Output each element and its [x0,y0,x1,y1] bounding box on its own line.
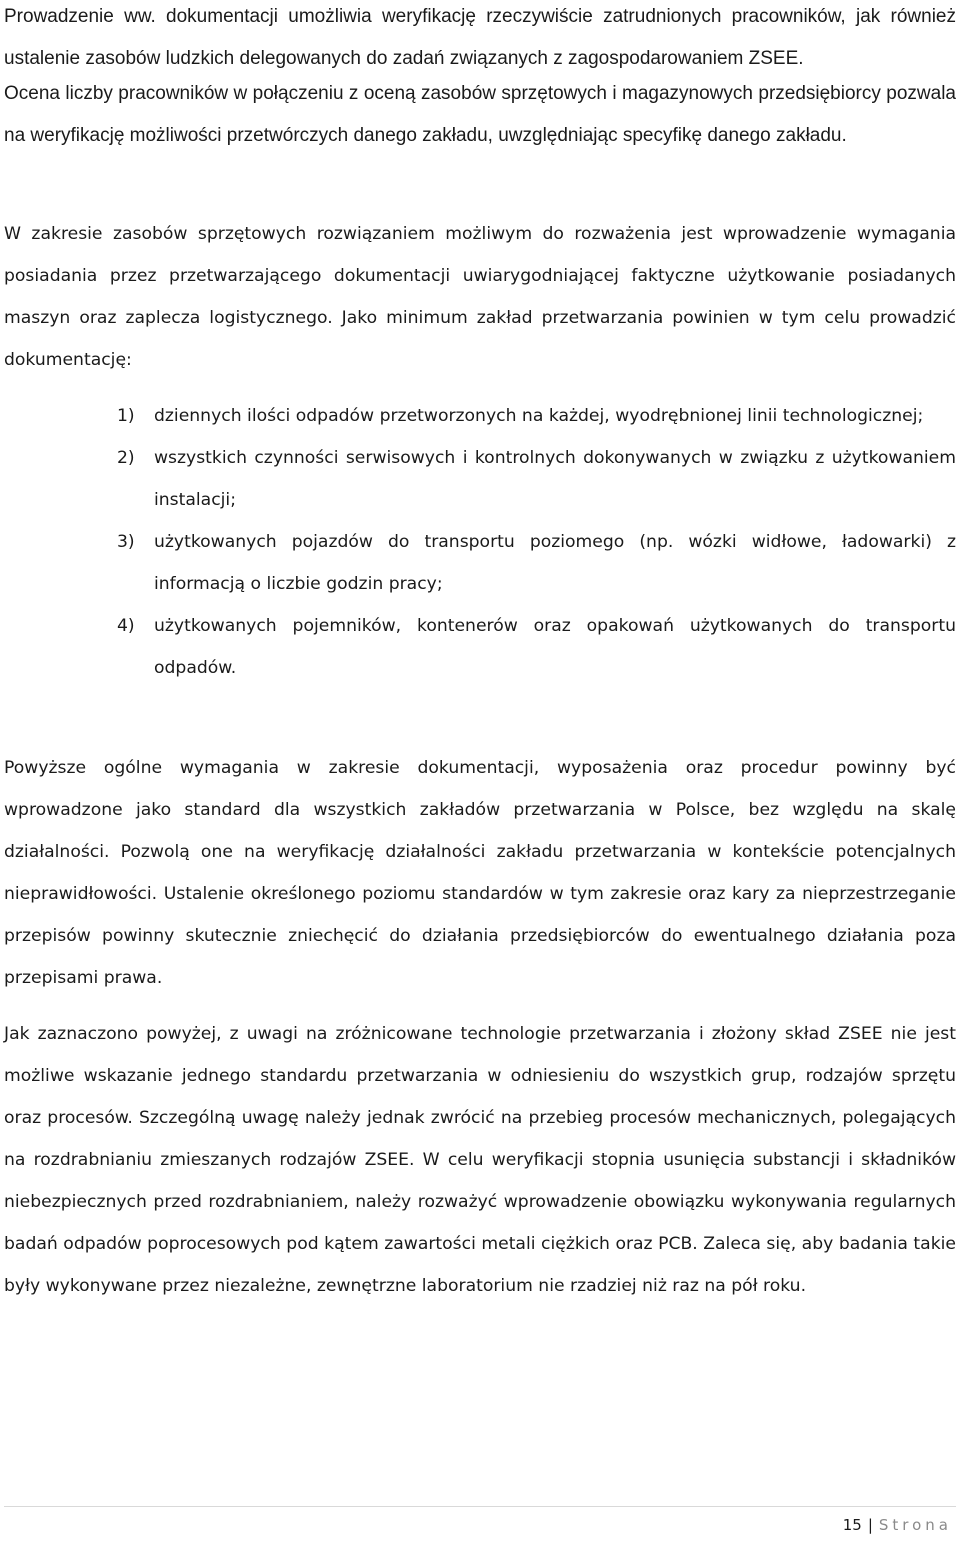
list-item-number: 4) [117,616,135,636]
page-number: 15 [842,1516,862,1534]
paragraph-equipment-resources: W zakresie zasobów sprzętowych rozwiązaniem możliwym do rozważenia jest wprowadzenie wymagania posiadania przez przetwarzającego dokumentacji uwiarygodniającej faktyczne użytkowanie posiadanych maszyn oraz zaplecza logistycznego. Jako minimum zakład przetwarzania powinien w tym celu prowadzić dokumentację: [4,224,956,370]
list-item-text: dziennych ilości odpadów przetworzonych na każdej, wyodrębnionej linii technologicznej; [154,406,924,426]
footer-separator: | [867,1516,873,1534]
paragraph-documentation-verification: Prowadzenie ww. dokumentacji umożliwia weryfikację rzeczywiście zatrudnionych pracowników, jak również ustalenie zasobów ludzkich delegowanych do zadań związanych z zagospodarowaniem ZSEE. [4,6,956,69]
list-item-text: wszystkich czynności serwisowych i kontrolnych dokonywanych w związku z użytkowaniem instalacji; [154,448,956,510]
list-item [4,437,956,521]
paragraph-processing-standards: Jak zaznaczono powyżej, z uwagi na zróżnicowane technologie przetwarzania i złożony skład ZSEE nie jest możliwe wskazanie jednego standardu przetwarzania w odniesieniu do wszystkich grup, rodzajów sprzętu oraz procesów. Szczególną uwagę należy jednak zwrócić na przebieg procesów mechanicznych, polegających na rozdrabnianiu zmieszanych rodzajów ZSEE. W celu weryfikacji stopnia usunięcia substancji i składników niebezpiecznych przed rozdrabnianiem, należy rozważyć wprowadzenie obowiązku wykonywania regularnych badań odpadów poprocesowych pod kątem zawartości metali ciężkich oraz PCB. Zaleca się, aby badania takie były wykonywane przez niezależne, zewnętrzne laboratorium nie rzadziej niż raz na pół roku. [4,1024,956,1296]
list-item-text: użytkowanych pojemników, kontenerów oraz opakowań użytkowanych do transportu odpadów. [154,616,956,678]
list-item-text: użytkowanych pojazdów do transportu poziomego (np. wózki widłowe, ładowarki) z informacją o liczbie godzin pracy; [154,532,956,594]
list-item-number: 1) [117,406,135,426]
list-item-number: 3) [117,532,135,552]
footer-divider [4,1506,956,1507]
paragraph-employee-assessment: Ocena liczby pracowników w połączeniu z oceną zasobów sprzętowych i magazynowych przedsiębiorcy pozwala na weryfikację możliwości przetwórczych danego zakładu, uwzględniając specyfikę danego zakładu. [4,83,956,146]
page-label: Strona [878,1516,952,1534]
list-item-number: 2) [117,448,135,468]
list-item [4,605,956,689]
page-footer [843,1516,952,1534]
paragraph-general-requirements: Powyższe ogólne wymagania w zakresie dokumentacji, wyposażenia oraz procedur powinny być wprowadzone jako standard dla wszystkich zakładów przetwarzania w Polsce, bez względu na skalę działalności. Pozwolą one na weryfikację działalności zakładu przetwarzania w kontekście potencjalnych nieprawidłowości. Ustalenie określonego poziomu standardów w tym zakresie oraz kary za nieprzestrzeganie przepisów powinny skutecznie zniechęcić do działania przedsiębiorców do ewentualnego działania poza przepisami prawa. [4,758,956,988]
list-item [4,521,956,605]
list-item [4,395,956,437]
documentation-list [4,395,956,689]
